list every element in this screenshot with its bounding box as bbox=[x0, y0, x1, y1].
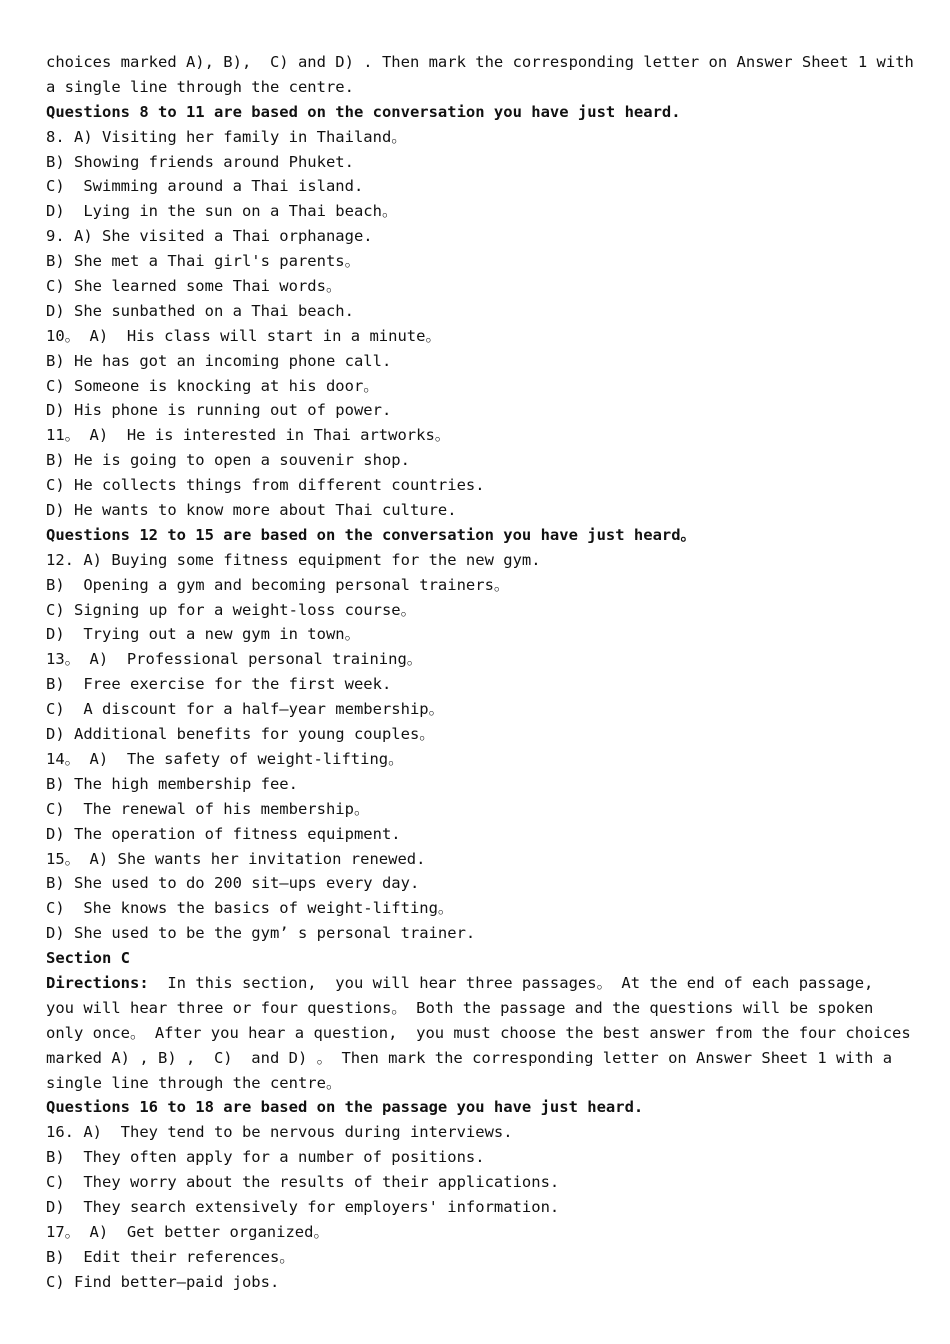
question-15-option-c: C) She knows the basics of weight-lifting。 bbox=[46, 899, 454, 918]
question-12-option-a: 12. A) Buying some fitness equipment for the new gym. bbox=[46, 550, 541, 569]
question-15-option-b: B) She used to do 200 sit—ups every day. bbox=[46, 874, 420, 893]
question-14-option-b: B) The high membership fee. bbox=[46, 774, 298, 793]
question-8-option-c: C) Swimming around a Thai island. bbox=[46, 177, 364, 196]
question-11-option-d: D) He wants to know more about Thai culture. bbox=[46, 501, 457, 520]
directions-text: marked A) , B) , C) and D) 。 Then mark the corresponding letter on Answer Sheet 1 with a bbox=[46, 1048, 893, 1067]
question-8-option-a: 8. A) Visiting her family in Thailand。 bbox=[46, 127, 407, 146]
question-14-option-d: D) The operation of fitness equipment. bbox=[46, 824, 401, 843]
intro-line: a single line through the centre. bbox=[46, 77, 354, 96]
section-title: Section C bbox=[46, 949, 130, 968]
question-17-option-c: C) Find better—paid jobs. bbox=[46, 1272, 280, 1291]
question-13-option-d: D) Additional benefits for young couples。 bbox=[46, 725, 435, 744]
question-9-option-b: B) She met a Thai girl's parents。 bbox=[46, 252, 361, 271]
directions-text: single line through the centre。 bbox=[46, 1073, 342, 1092]
question-16-option-a: 16. A) They tend to be nervous during interviews. bbox=[46, 1123, 513, 1142]
question-17-option-a: 17。 A) Get better organized。 bbox=[46, 1222, 329, 1241]
question-8-option-b: B) Showing friends around Phuket. bbox=[46, 152, 354, 171]
question-13-option-b: B) Free exercise for the first week. bbox=[46, 675, 392, 694]
intro-line: choices marked A), B), C) and D) . Then mark the corresponding letter on Answer Sheet 1 with bbox=[46, 53, 914, 71]
question-12-option-c: C) Signing up for a weight-loss course。 bbox=[46, 600, 417, 619]
question-17-option-b: B) Edit their references。 bbox=[46, 1247, 295, 1266]
question-9-option-d: D) She sunbathed on a Thai beach. bbox=[46, 301, 354, 320]
question-16-option-c: C) They worry about the results of their applications. bbox=[46, 1173, 560, 1192]
directions-paragraph bbox=[46, 971, 916, 996]
question-15-option-d: D) She used to be the gym’ s personal trainer. bbox=[46, 924, 476, 943]
question-13-option-a: 13。 A) Professional personal training。 bbox=[46, 650, 423, 669]
question-16-option-d: D) They search extensively for employers' information. bbox=[46, 1197, 560, 1216]
question-13-option-c: C) A discount for a half—year membership。 bbox=[46, 700, 445, 719]
question-10-option-d: D) His phone is running out of power. bbox=[46, 401, 392, 420]
question-10-option-b: B) He has got an incoming phone call. bbox=[46, 351, 392, 370]
question-group-heading: Questions 8 to 11 are based on the conversation you have just heard. bbox=[46, 102, 681, 121]
document-page bbox=[46, 50, 916, 1295]
question-9-option-a: 9. A) She visited a Thai orphanage. bbox=[46, 227, 373, 246]
question-9-option-c: C) She learned some Thai words。 bbox=[46, 277, 342, 296]
question-15-option-a: 15。 A) She wants her invitation renewed. bbox=[46, 849, 426, 868]
question-11-option-a: 11。 A) He is interested in Thai artworks。 bbox=[46, 426, 451, 445]
directions-text: you will hear three or four questions。 Both the passage and the questions will be spoken bbox=[46, 998, 874, 1017]
directions-text: only once。 After you hear a question, you must choose the best answer from the four choices bbox=[46, 1023, 911, 1042]
question-group-heading: Questions 16 to 18 are based on the passage you have just heard. bbox=[46, 1098, 644, 1117]
directions-label: Directions: bbox=[46, 973, 149, 992]
question-14-option-a: 14。 A) The safety of weight-lifting。 bbox=[46, 749, 404, 768]
question-10-option-c: C) Someone is knocking at his door。 bbox=[46, 376, 379, 395]
question-16-option-b: B) They often apply for a number of positions. bbox=[46, 1148, 485, 1167]
question-10-option-a: 10。 A) His class will start in a minute。 bbox=[46, 326, 441, 345]
question-12-option-b: B) Opening a gym and becoming personal trainers。 bbox=[46, 575, 510, 594]
question-14-option-c: C) The renewal of his membership。 bbox=[46, 799, 370, 818]
question-8-option-d: D) Lying in the sun on a Thai beach。 bbox=[46, 202, 398, 221]
question-11-option-c: C) He collects things from different countries. bbox=[46, 476, 485, 495]
question-12-option-d: D) Trying out a new gym in town。 bbox=[46, 625, 361, 644]
question-11-option-b: B) He is going to open a souvenir shop. bbox=[46, 451, 410, 470]
question-group-heading: Questions 12 to 15 are based on the conversation you have just heard。 bbox=[46, 525, 697, 544]
directions-text: In this section, you will hear three passages。 At the end of each passage, bbox=[148, 973, 874, 992]
